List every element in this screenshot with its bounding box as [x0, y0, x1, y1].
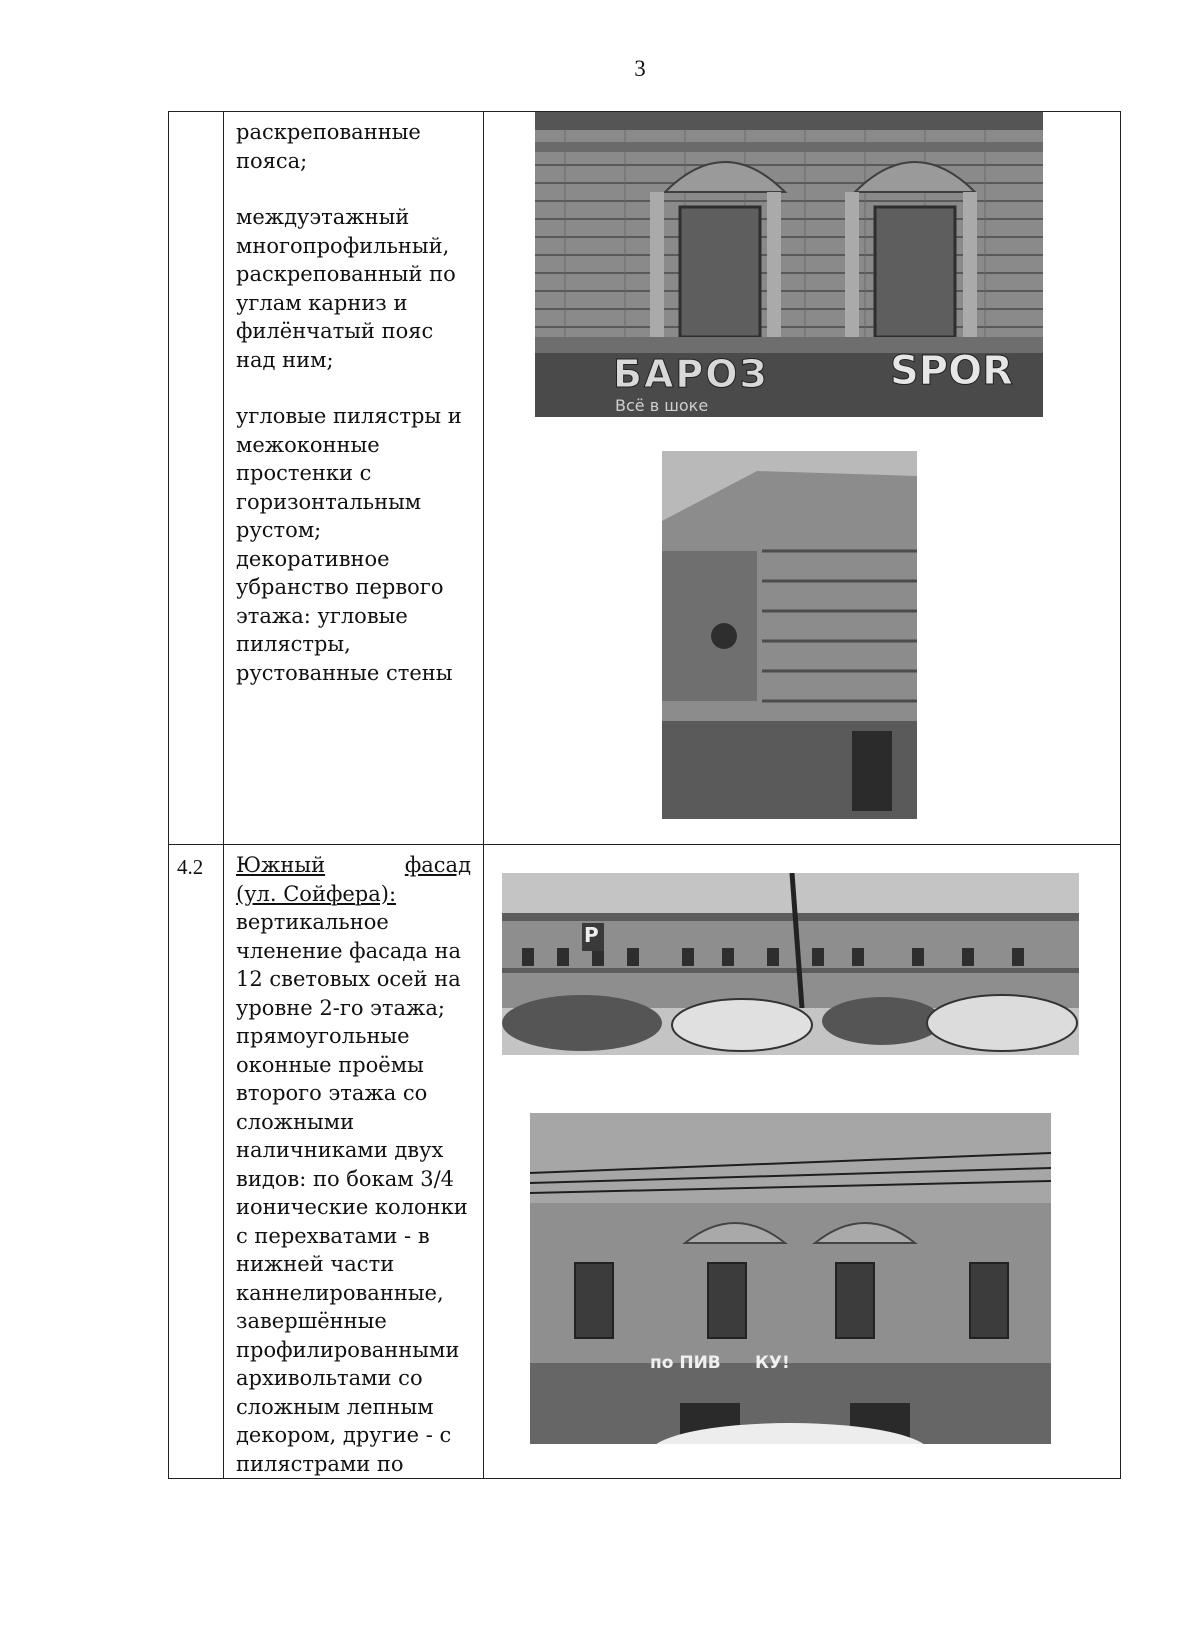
description-cell [224, 112, 484, 845]
facade-heading [236, 851, 471, 880]
description-cell [224, 845, 484, 1479]
facade-photo [530, 1113, 1051, 1444]
description-paragraph: вертикальное членение фасада на 12 световых осей на уровне 2-го этажа; прямоугольные оконные проёмы второго этажа со сложными наличниками двух видов: по бокам 3/4 ионические колонки с перехватами - в нижней части каннелированные, завершённые профилированными архивольтами со сложным лепным декором, другие - с пилястрами по [236, 910, 468, 1476]
sign-text: КУ! [755, 1353, 790, 1373]
table-row [169, 845, 1121, 1479]
description-paragraph: угловые пилястры и межоконные простенки с горизонтальным рустом; декоративное убранство первого этажа: угловые пилястры, рустованные стены [236, 404, 462, 685]
row-number-cell: 4.2 [169, 845, 224, 1479]
facade-photo [502, 873, 1079, 1055]
heritage-elements-table [168, 111, 1121, 1479]
row-number-cell [169, 112, 224, 845]
facade-photo [535, 112, 1043, 417]
sign-text: SPOR [890, 348, 1013, 394]
sign-text: Всё в шоке [615, 396, 709, 415]
page-number: 3 [634, 56, 646, 81]
parking-sign: P [584, 923, 599, 947]
description-paragraph: раскрепованные пояса; [236, 120, 421, 173]
table-row [169, 112, 1121, 845]
heading-word: фасад [404, 853, 471, 877]
facade-heading-street: (ул. Сойфера): [236, 881, 397, 906]
photo-cell [484, 845, 1121, 1479]
photo-cell [484, 112, 1121, 845]
sign-text: БАРОЗ [613, 352, 769, 396]
heading-word: Южный [236, 853, 326, 877]
description-paragraph: междуэтажный многопрофильный, раскрепованный по углам карниз и филёнчатый пояс над ним; [236, 205, 456, 372]
facade-photo [662, 451, 917, 819]
sign-text: по ПИВ [650, 1353, 721, 1373]
